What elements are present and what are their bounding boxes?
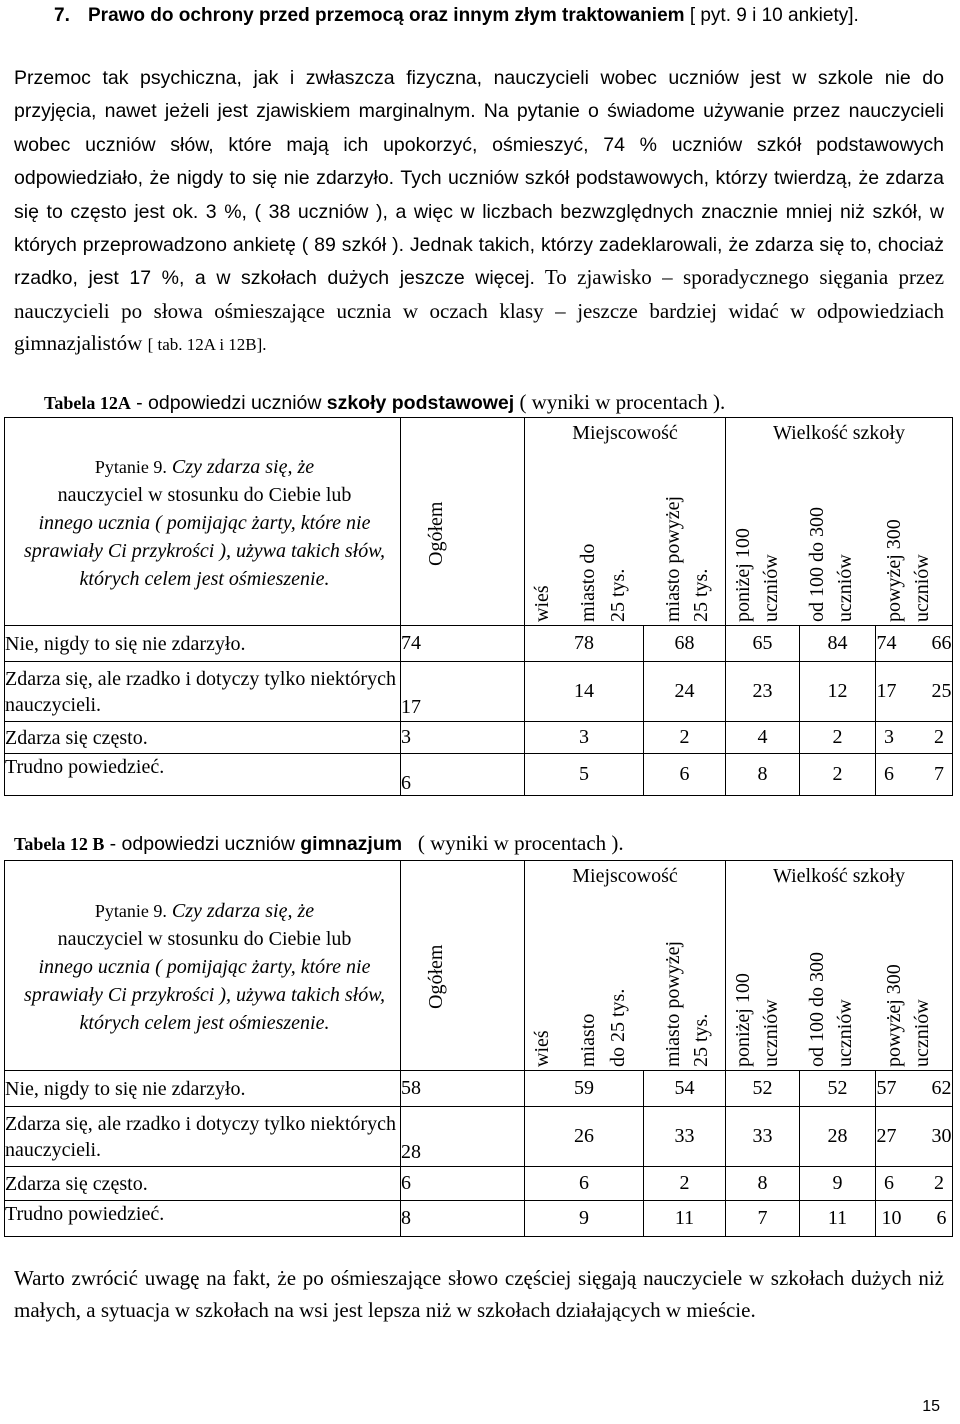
section-heading [54,0,934,32]
intro-sentence: Na pytanie o świadome używanie przez nauczycieli wobec uczniów słów, które mają ich upokorzyć, ośmieszyć, 74 % uczniów szkół podstawowych odpowiedziało, że nigdy to się nie zdarzyło. [14,100,944,190]
cell-value: 59 [525,1071,644,1107]
cell-value: 84 [800,626,876,662]
caption-text: - odpowiedzi uczniów [109,833,295,855]
cell-value: 33 [644,1107,726,1167]
question-line: nauczyciel w stosunku do Ciebie lub [57,483,352,506]
group-locality-label: Miejscowość [572,865,678,887]
caption-strong: szkoły podstawowej [326,392,515,414]
cell-value: 24 [644,662,726,722]
section-number: 7. [54,5,70,26]
col-large-label-2: uczniów [911,554,934,622]
cell-value-pair [876,1201,953,1237]
col-town-label-2: do 25 tys. [607,988,629,1067]
group-size-label: Wielkość szkoły [773,422,905,444]
col-medium-label-2: uczniów [834,554,857,622]
outro-paragraph: Warto zwrócić uwagę na fakt, że po ośmieszające słowo częściej sięgają nauczyciele w szkołach dużych niż małych, a sytuacja w szkołach na wsi jest lepsza niż w szkołach działających w mieście. [14,1266,944,1323]
cell-value: 2 [800,754,876,796]
cell-value: 5 [525,754,644,796]
cell-value-pair [876,1071,953,1107]
header-size [726,861,953,1071]
caption-label: Tabela 12A [44,393,131,413]
cell-value: 52 [726,1071,800,1107]
table-b-caption [14,829,624,858]
page-number: 15 [922,1398,940,1415]
col-town-label: miasto [577,1013,599,1067]
header-locality [525,418,726,626]
row-total: 17 [401,662,525,722]
question-line: nauczyciel w stosunku do Ciebie lub [57,927,352,950]
cell-value: 17 [876,680,897,702]
cell-value: 11 [644,1201,726,1237]
table-b [4,860,953,1237]
col-village-label: wieś [531,1030,553,1067]
table-row [5,1201,953,1237]
cell-value: 23 [726,662,800,722]
row-label: Trudno powiedzieć. [5,754,401,796]
question-label: Pytanie 9. [94,900,167,921]
table-row [5,754,953,796]
cell-value: 68 [644,626,726,662]
cell-value: 28 [800,1107,876,1167]
row-label: Zdarza się często. [5,722,401,754]
cell-value-pair [876,1167,953,1201]
col-medium-label: od 100 do 300 [806,952,829,1067]
group-size-label: Wielkość szkoły [773,865,905,887]
cell-value: 6 [644,754,726,796]
cell-value: 57 [876,1077,897,1099]
cell-value: 2 [934,726,945,748]
intro-sentence: Przemoc tak psychiczna, jak i zwłaszcza fizyczna, nauczycieli wobec uczniów jest w szkole nie do przyjęcia, nawet jeżeli jest zjawiskiem marginalnym. [14,67,944,123]
col-small-label: poniżej 100 [732,528,755,622]
table-row [5,722,953,754]
caption-end: ( wyniki w procentach ). [417,831,624,855]
question-rest: innego ucznia ( pomijając żarty, które nie sprawiały Ci przykrości ), używa takich słów, których celem jest ośmieszenie. [23,955,386,1034]
col-village-label: wieś [531,585,553,622]
intro-sentence: Tych uczniów szkół podstawowych, którzy twierdzą, że zdarza się to często jest ok. [14,167,945,223]
col-town-label-2: 25 tys. [607,568,629,622]
cell-value: 14 [525,662,644,722]
col-large-label: powyżej 300 [883,519,906,622]
cell-value: 2 [644,1167,726,1201]
row-total: 58 [401,1071,525,1107]
col-small-label-2: uczniów [760,999,783,1067]
cell-value-pair [876,1107,953,1167]
intro-sentence: Jednak takich, którzy zadeklarowali, że zdarza się to, chociaż rzadko, jest 17 %, a w szkołach dużych jeszcze więcej. [14,234,945,290]
question-cell [5,861,401,1071]
cell-value-pair [876,754,953,796]
col-medium-label: od 100 do 300 [806,507,829,622]
row-total: 74 [401,626,525,662]
row-label: Trudno powiedzieć. [5,1201,401,1237]
question-cell [5,418,401,626]
cell-value: 6 [884,1172,895,1194]
cell-value: 54 [644,1071,726,1107]
col-city-label: miasto powyżej [662,940,684,1067]
caption-end: ( wyniki w procentach ). [519,390,726,414]
cell-value: 66 [931,632,952,654]
intro-sentence: 3 %, ( 38 uczniów ), a więc w liczbach bezwzględnych znacznie mniej niż szkół, w których przeprowadzono ankietę ( 89 szkół ). [14,200,945,257]
cell-value: 6 [936,1207,947,1229]
cell-value: 8 [726,1167,800,1201]
section-ref: [ pyt. 9 i 10 ankiety]. [689,5,859,26]
cell-value: 11 [800,1201,876,1237]
cell-value: 26 [525,1107,644,1167]
header-total [401,861,525,1071]
table-row [5,662,953,722]
table-a [4,417,953,796]
cell-value-pair [876,722,953,754]
cell-value: 2 [644,722,726,754]
row-total: 6 [401,1167,525,1201]
cell-value: 74 [876,632,897,654]
col-medium-label-2: uczniów [834,999,857,1067]
question-label: Pytanie 9. [94,456,167,477]
caption-strong: gimnazjum [300,833,403,855]
row-label: Zdarza się, ale rzadko i dotyczy tylko niektórych nauczycieli. [5,1107,401,1167]
cell-value-pair [876,662,953,722]
cell-value: 7 [934,763,945,785]
col-city-label-2: 25 tys. [690,1013,712,1067]
cell-value: 62 [931,1077,952,1099]
col-large-label: powyżej 300 [883,964,906,1067]
cell-value: 2 [800,722,876,754]
cell-value: 6 [884,763,895,785]
row-total: 3 [401,722,525,754]
table-a-caption [44,388,725,417]
cell-value-pair [876,626,953,662]
cell-value: 65 [726,626,800,662]
intro-sentence: To zjawisko – sporadycznego sięgania przez nauczycieli po słowa ośmieszające ucznia w oczach klasy – jeszcze bardziej widać w odpowiedziach gimnazjalistów [14,265,945,356]
cell-value: 12 [800,662,876,722]
group-locality-label: Miejscowość [572,422,678,444]
caption-text: - odpowiedzi uczniów [136,392,322,414]
row-total: 28 [401,1107,525,1167]
cell-value: 6 [525,1167,644,1201]
question-rest: innego ucznia ( pomijając żarty, które nie sprawiały Ci przykrości ), używa takich słów, których celem jest ośmieszenie. [23,511,386,590]
col-city-label-2: 25 tys. [690,568,712,622]
cell-value: 8 [726,754,800,796]
cell-value: 9 [525,1201,644,1237]
col-small-label: poniżej 100 [732,973,755,1067]
section-title: Prawo do ochrony przed przemocą oraz innym złym traktowaniem [88,5,685,26]
question-text: Czy zdarza się, że [171,899,315,922]
header-size [726,418,953,626]
cell-value: 2 [934,1172,945,1194]
col-total-label: Ogółem [425,944,447,1009]
cell-value: 33 [726,1107,800,1167]
caption-label: Tabela 12 B [14,834,105,854]
cell-value: 3 [884,726,895,748]
row-label: Zdarza się, ale rzadko i dotyczy tylko niektórych nauczycieli. [5,662,401,722]
row-label: Nie, nigdy to się nie zdarzyło. [5,626,401,662]
col-total-label: Ogółem [425,501,447,566]
col-city-label: miasto powyżej [662,495,684,622]
row-total: 6 [401,754,525,796]
cell-value: 27 [876,1125,897,1147]
cell-value: 78 [525,626,644,662]
row-label: Zdarza się często. [5,1167,401,1201]
col-town-label: miasto do [577,543,599,622]
table-row [5,1071,953,1107]
cell-value: 9 [800,1167,876,1201]
cell-value: 52 [800,1071,876,1107]
col-small-label-2: uczniów [760,554,783,622]
header-locality [525,861,726,1071]
intro-paragraph [14,61,944,362]
header-total [401,418,525,626]
question-text: Czy zdarza się, że [171,455,315,478]
cell-value: 10 [881,1207,902,1229]
table-row [5,1107,953,1167]
cell-value: 4 [726,722,800,754]
cell-value: 3 [525,722,644,754]
table-row [5,626,953,662]
cell-value: 25 [931,680,952,702]
cell-value: 7 [726,1201,800,1237]
row-total: 8 [401,1201,525,1237]
intro-ref: [ tab. 12A i 12B]. [147,335,267,355]
row-label: Nie, nigdy to się nie zdarzyło. [5,1071,401,1107]
col-large-label-2: uczniów [911,999,934,1067]
table-row [5,1167,953,1201]
cell-value: 30 [931,1125,952,1147]
